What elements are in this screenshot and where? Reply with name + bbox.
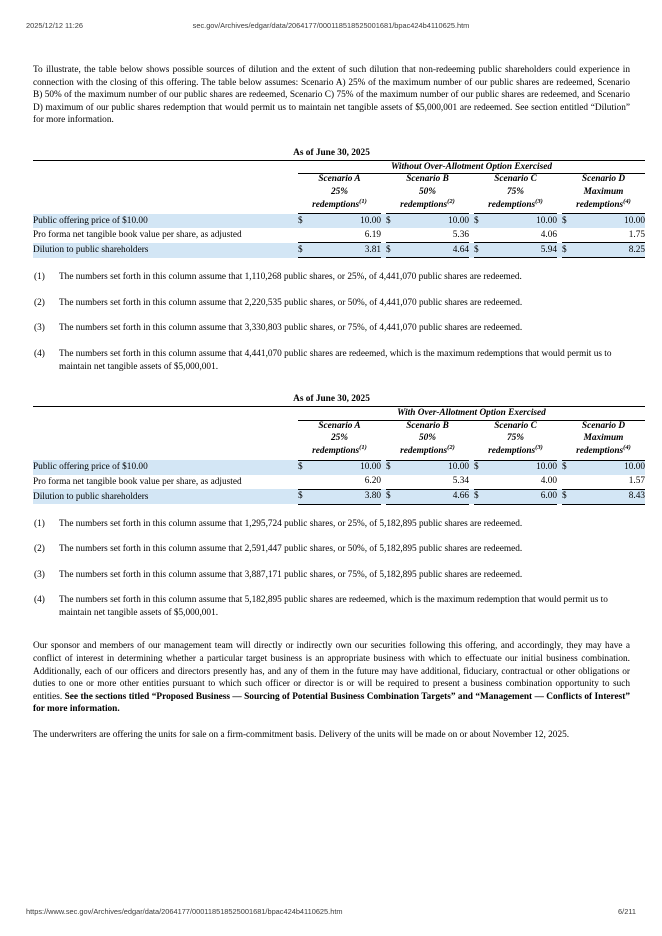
- footnote-item: [33, 543, 630, 556]
- row-value: 10.00: [578, 214, 645, 229]
- closing-paragraph-one: [33, 640, 630, 716]
- col-d-line3: [562, 197, 645, 214]
- footnote-marker: (2): [34, 297, 45, 308]
- row-value: 10.00: [402, 460, 469, 475]
- row-label: Public offering price of $10.00: [33, 460, 298, 475]
- footnote-marker: (4): [34, 595, 45, 606]
- footnote-marker: (1): [34, 272, 45, 283]
- row-currency: [562, 475, 578, 490]
- row-value: 10.00: [314, 460, 381, 475]
- spacer-cell: [33, 446, 298, 460]
- footnote-marker: (1): [34, 518, 45, 529]
- table-one-scenario-line2: [33, 187, 645, 200]
- row-value: 4.64: [402, 243, 469, 258]
- intro-paragraph: To illustrate, the table below shows possible sources of dilution and the extent of such dilution that non-redeeming public shareholders could experience in connection with the closing of this offering. The table below assumes: Scenario A) 25% of the maximum number of our public shares are redeemed, Scenario B) 50% of the maximum number of our public shares are redeemed, Scenario C) 75% of the maximum number of our public shares are redeemed, and Scenario D) maximum of our public shares redemption that would permit us to maintain net tangible assets of $5,000,001 are redeemed. See section entitled “Dilution” for more information.: [33, 65, 630, 126]
- row-currency: [386, 228, 402, 243]
- table-two-title: As of June 30, 2025: [293, 394, 370, 405]
- col-c-line1: Scenario C: [494, 420, 537, 431]
- row-label: Public offering price of $10.00: [33, 214, 298, 229]
- col-c-footnote-ref: (3): [535, 197, 543, 205]
- row-value: 3.81: [314, 243, 381, 258]
- row-label: Pro forma net tangible book value per share, as adjusted: [33, 476, 242, 487]
- footnote-marker: (3): [34, 569, 45, 580]
- footnote-text: The numbers set forth in this column assume that 5,182,895 public shares are redeemed, which is the maximum redemption that would permit us to maintain net tangible assets of $5,000,001.: [59, 595, 608, 618]
- print-footer-url: https://www.sec.gov/Archives/edgar/data/2064177/000118518525001681/bpac424b4110625.htm: [26, 907, 343, 916]
- row-value: 6.19: [314, 228, 381, 243]
- table-one-span-header: Without Over-Allotment Option Exercised: [298, 161, 645, 174]
- row-value: 10.00: [578, 460, 645, 475]
- table-row: [33, 489, 645, 504]
- col-d-line2: Maximum: [583, 433, 624, 444]
- col-c-line3: [474, 197, 557, 214]
- col-a-line1: Scenario A: [318, 174, 361, 185]
- table-two-scenario-line2: [33, 433, 645, 446]
- row-value: 10.00: [314, 214, 381, 229]
- closing-paragraph-two: The underwriters are offering the units for sale on a firm-commitment basis. Delivery of the units will be made on or about November 12, 2025.: [33, 729, 570, 740]
- table-two-span-header-row: [33, 407, 645, 420]
- col-c-line2: 75%: [506, 187, 525, 198]
- row-currency: $: [474, 489, 490, 504]
- spacer-cell: [33, 174, 298, 187]
- dilution-table-without-overallotment: [33, 160, 645, 258]
- col-c-line3-text: redemptions: [488, 445, 536, 456]
- row-currency: $: [562, 460, 578, 475]
- spacer-cell: [33, 420, 298, 433]
- footnote-text: The numbers set forth in this column assume that 3,330,803 public shares, or 75%, of 4,441,070 public shares are redeemed.: [59, 323, 523, 334]
- col-d-line3-text: redemptions: [576, 445, 624, 456]
- closing-paragraph-one-plain: Our sponsor and members of our management team will directly or indirectly own our securities following this offering, and accordingly, they may have a conflict of interest in determining whether a particular target business is an appropriate business with which to effectuate our initial business combination. Additionally, each of our officers and directors presently has, and any of them in the future may have additional, fiduciary, contractual or other obligations or duties to one or more other entities pursuant to which such officer or director is or will be required to present a business combination opportunity to such entities.: [33, 641, 630, 702]
- row-value: 6.00: [490, 489, 557, 504]
- table-row: [33, 228, 645, 243]
- dilution-table-with-overallotment: [33, 406, 645, 504]
- table-one-title: As of June 30, 2025: [293, 147, 370, 158]
- row-value: 8.25: [578, 243, 645, 258]
- footnote-text: The numbers set forth in this column assume that 1,295,724 public shares, or 25%, of 5,182,895 public shares are redeemed.: [59, 518, 523, 529]
- col-b-line1: Scenario B: [406, 174, 449, 185]
- row-value: 8.43: [578, 489, 645, 504]
- table-two-scenario-line3: [33, 446, 645, 460]
- col-d-line1: Scenario D: [581, 174, 626, 185]
- footnote-marker: (2): [34, 544, 45, 555]
- col-d-line1: Scenario D: [581, 420, 626, 431]
- row-value: 4.06: [490, 228, 557, 243]
- footnote-item: [33, 594, 630, 619]
- row-value: 5.34: [402, 475, 469, 490]
- spacer: [33, 127, 630, 148]
- row-value: 6.20: [314, 475, 381, 490]
- row-value: 5.36: [402, 228, 469, 243]
- col-d-line3-text: redemptions: [576, 199, 624, 210]
- spacer: [33, 373, 630, 394]
- row-value: 3.80: [314, 489, 381, 504]
- col-c-line3: [474, 443, 557, 460]
- col-a-line1: Scenario A: [318, 420, 361, 431]
- table-row: [33, 214, 645, 229]
- row-currency: $: [298, 243, 314, 258]
- row-currency: [562, 228, 578, 243]
- row-value: 1.75: [578, 228, 645, 243]
- footnote-text: The numbers set forth in this column assume that 3,887,171 public shares, or 75%, of 5,182,895 public shares are redeemed.: [59, 569, 523, 580]
- col-b-line3-text: redemptions: [400, 199, 448, 210]
- col-d-line2: Maximum: [583, 187, 624, 198]
- col-a-footnote-ref: (1): [359, 197, 367, 205]
- spacer-cell: [33, 161, 298, 174]
- col-a-line3: [298, 197, 381, 214]
- col-d-footnote-ref: (4): [623, 197, 631, 205]
- col-a-footnote-ref: (1): [359, 443, 367, 451]
- col-c-footnote-ref: (3): [535, 443, 543, 451]
- footnote-item: [33, 569, 630, 582]
- row-currency: [474, 475, 490, 490]
- row-currency: $: [474, 243, 490, 258]
- table-one-footnotes: [33, 271, 630, 373]
- table-row: [33, 460, 645, 475]
- table-row: [33, 243, 645, 258]
- row-currency: $: [386, 214, 402, 229]
- col-b-line3: [386, 197, 469, 214]
- row-value: 4.00: [490, 475, 557, 490]
- table-one-scenario-line1: [33, 174, 645, 187]
- row-value: 10.00: [490, 214, 557, 229]
- row-currency: $: [474, 214, 490, 229]
- table-two-footnotes: [33, 518, 630, 620]
- col-b-line1: Scenario B: [406, 420, 449, 431]
- row-value: 5.94: [490, 243, 557, 258]
- col-b-line2: 50%: [418, 187, 437, 198]
- row-currency: $: [298, 489, 314, 504]
- col-b-footnote-ref: (2): [447, 443, 455, 451]
- col-c-line2: 75%: [506, 433, 525, 444]
- print-header-url: sec.gov/Archives/edgar/data/2064177/000118518525001681/bpac424b4110625.htm: [192, 21, 470, 30]
- spacer-cell: [33, 187, 298, 200]
- col-d-line3: [562, 443, 645, 460]
- row-currency: $: [386, 460, 402, 475]
- row-currency: $: [386, 489, 402, 504]
- footnote-text: The numbers set forth in this column assume that 4,441,070 public shares are redeemed, which is the maximum redemptions that would permit us to maintain net tangible assets of $5,000,001.: [59, 349, 612, 372]
- print-footer: [0, 906, 662, 918]
- footnote-item: [33, 322, 630, 335]
- footnote-text: The numbers set forth in this column assume that 2,220,535 public shares, or 50%, of 4,441,070 public shares are redeemed.: [59, 297, 523, 308]
- row-currency: [298, 475, 314, 490]
- table-two-scenario-line1: [33, 420, 645, 433]
- col-c-line1: Scenario C: [494, 174, 537, 185]
- col-b-line3-text: redemptions: [400, 445, 448, 456]
- document-content: [33, 64, 645, 741]
- table-one-scenario-line3: [33, 200, 645, 214]
- footnote-text: The numbers set forth in this column assume that 2,591,447 public shares, or 50%, of 5,182,895 public shares are redeemed.: [59, 544, 523, 555]
- spacer-cell: [33, 200, 298, 214]
- row-value: 10.00: [490, 460, 557, 475]
- row-label: Dilution to public shareholders: [33, 243, 298, 258]
- row-value: 1.57: [578, 475, 645, 490]
- table-one-span-header-row: [33, 161, 645, 174]
- footnote-item: [33, 518, 630, 531]
- row-currency: $: [298, 460, 314, 475]
- row-currency: $: [386, 243, 402, 258]
- footnote-item: [33, 297, 630, 310]
- print-header: [0, 20, 662, 32]
- col-c-line3-text: redemptions: [488, 199, 536, 210]
- print-header-date: 2025/12/12 11:26: [26, 21, 83, 30]
- row-label: Dilution to public shareholders: [33, 489, 298, 504]
- footnote-text: The numbers set forth in this column assume that 1,110,268 public shares, or 25%, of 4,441,070 public shares are redeemed.: [59, 272, 522, 283]
- row-currency: [298, 228, 314, 243]
- col-b-line2: 50%: [418, 433, 437, 444]
- col-a-line2: 25%: [330, 433, 349, 444]
- row-currency: $: [562, 489, 578, 504]
- row-currency: [386, 475, 402, 490]
- col-a-line3-text: redemptions: [312, 445, 360, 456]
- footnote-marker: (4): [34, 349, 45, 360]
- closing-paragraph-one-bold: See the sections titled “Proposed Business — Sourcing of Potential Business Combination Targets” and “Management — Conflicts of Interest” for more information.: [33, 691, 631, 715]
- row-currency: $: [298, 214, 314, 229]
- col-a-line2: 25%: [330, 187, 349, 198]
- spacer-cell: [33, 407, 298, 420]
- row-label: Pro forma net tangible book value per share, as adjusted: [33, 230, 242, 241]
- table-two-span-header: With Over-Allotment Option Exercised: [298, 407, 645, 420]
- footnote-item: [33, 271, 630, 284]
- spacer: [33, 619, 630, 640]
- footnote-marker: (3): [34, 323, 45, 334]
- row-currency: [474, 228, 490, 243]
- row-currency: $: [474, 460, 490, 475]
- col-a-line3-text: redemptions: [312, 199, 360, 210]
- row-currency: $: [562, 243, 578, 258]
- row-value: 10.00: [402, 214, 469, 229]
- row-currency: $: [562, 214, 578, 229]
- print-footer-page: 6/211: [618, 907, 636, 916]
- col-d-footnote-ref: (4): [623, 443, 631, 451]
- col-b-footnote-ref: (2): [447, 197, 455, 205]
- spacer-cell: [33, 433, 298, 446]
- footnote-item: [33, 348, 630, 373]
- col-a-line3: [298, 443, 381, 460]
- col-b-line3: [386, 443, 469, 460]
- row-value: 4.66: [402, 489, 469, 504]
- table-row: [33, 475, 645, 490]
